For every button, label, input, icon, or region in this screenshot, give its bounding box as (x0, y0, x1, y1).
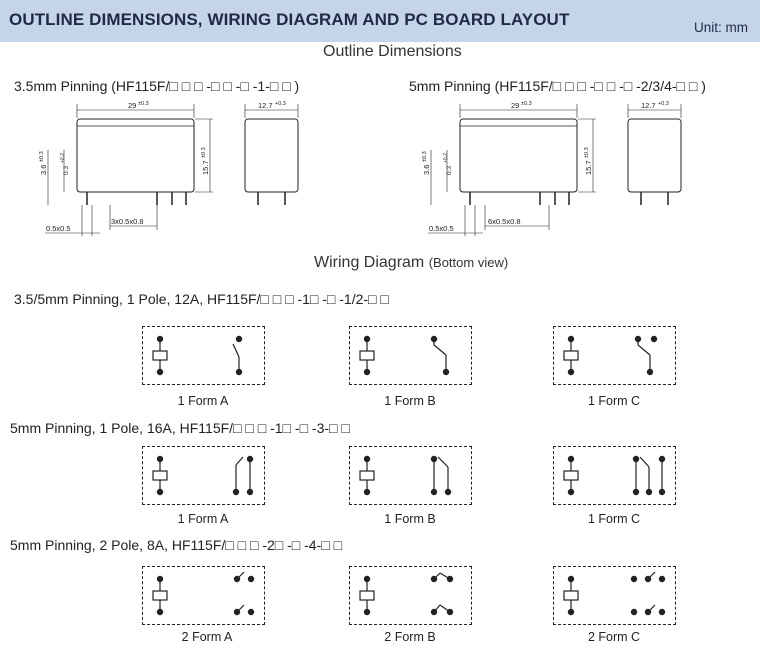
caption: 1 Form A (177, 394, 229, 408)
dim-height-tol: ±0.3 (584, 147, 590, 158)
caption: 2 Form A (181, 630, 233, 644)
diagram-art (143, 327, 264, 384)
dim-height: 15.7 (584, 160, 593, 175)
wiring-heading-note: (Bottom view) (428, 255, 509, 270)
unit-label: Unit: mm (694, 20, 748, 35)
dim-length-tol: ±0.3 (521, 101, 532, 107)
diagram-1-form-c-16a (553, 446, 676, 505)
dim-width-tol: +0.3 (275, 101, 286, 107)
caption: 2 Form C (587, 630, 641, 644)
diagram-2-form-c (553, 566, 676, 625)
row1-label: 3.5/5mm Pinning, 1 Pole, 12A, HF115F/□ □ □ -1□ -□ -1/2-□ □ (14, 291, 389, 307)
dim-length: 29 (128, 101, 137, 110)
dim-height: 15.7 (201, 160, 210, 175)
dim-pin-tol: ±0.3 (39, 151, 45, 162)
dim-standoff: 0.3 (63, 165, 70, 175)
diagram-1-form-b-16a (349, 446, 472, 505)
row3-label: 5mm Pinning, 2 Pole, 8A, HF115F/□ □ □ -2□ -□ -4-□ □ (10, 537, 343, 553)
caption: 2 Form B (384, 630, 436, 644)
dim-height-tol: ±0.3 (201, 147, 207, 158)
dim-length: 29 (511, 101, 520, 110)
dim-pin: 3.6 (39, 164, 48, 175)
dim-standoff-tol: +0.2 (60, 153, 66, 163)
dim-pin-size: 0.5x0.5 (46, 224, 71, 233)
diagram-art (143, 447, 264, 504)
dim-pin-tol: ±0.3 (422, 151, 428, 162)
dim-spacing: 6x0.5x0.8 (488, 217, 521, 226)
dim-pin-size: 0.5x0.5 (429, 224, 454, 233)
diagram-art (143, 567, 264, 624)
outline-right-label: 5mm Pinning (HF115F/□ □ □ -□ □ -□ -2/3/4-□ □ ) (409, 78, 706, 94)
diagram-art (350, 447, 471, 504)
dim-spacing: 3x0.5x0.8 (111, 217, 144, 226)
outline-heading: Outline Dimensions (323, 43, 462, 60)
diagram-art (554, 567, 675, 624)
diagram-1-form-b-12a (349, 326, 472, 385)
page-title: OUTLINE DIMENSIONS, WIRING DIAGRAM AND PC BOARD LAYOUT (9, 10, 570, 29)
diagram-2-form-a (142, 566, 265, 625)
diagram-art (350, 567, 471, 624)
caption: 1 Form A (177, 512, 229, 526)
dim-length-tol: ±0.3 (138, 101, 149, 107)
dim-standoff-tol: +0.2 (443, 153, 449, 163)
dim-standoff: 0.3 (446, 165, 453, 175)
caption: 1 Form B (384, 394, 436, 408)
diagram-2-form-b (349, 566, 472, 625)
wiring-heading-text: Wiring Diagram (314, 254, 425, 271)
dim-width-tol: +0.3 (658, 101, 669, 107)
dim-pin: 3.6 (422, 164, 431, 175)
diagram-art (554, 327, 675, 384)
caption: 1 Form C (587, 512, 641, 526)
dim-width: 12.7 (641, 101, 656, 110)
diagram-1-form-a-12a (142, 326, 265, 385)
diagram-art (350, 327, 471, 384)
outline-left-label: 3.5mm Pinning (HF115F/□ □ □ -□ □ -□ -1-□ □ ) (14, 78, 300, 94)
diagram-1-form-c-12a (553, 326, 676, 385)
dim-width: 12.7 (258, 101, 273, 110)
diagram-1-form-a-16a (142, 446, 265, 505)
wiring-heading (314, 254, 508, 272)
caption: 1 Form C (587, 394, 641, 408)
row2-label: 5mm Pinning, 1 Pole, 16A, HF115F/□ □ □ -1□ -□ -3-□ □ (10, 420, 350, 436)
diagram-art (554, 447, 675, 504)
caption: 1 Form B (384, 512, 436, 526)
